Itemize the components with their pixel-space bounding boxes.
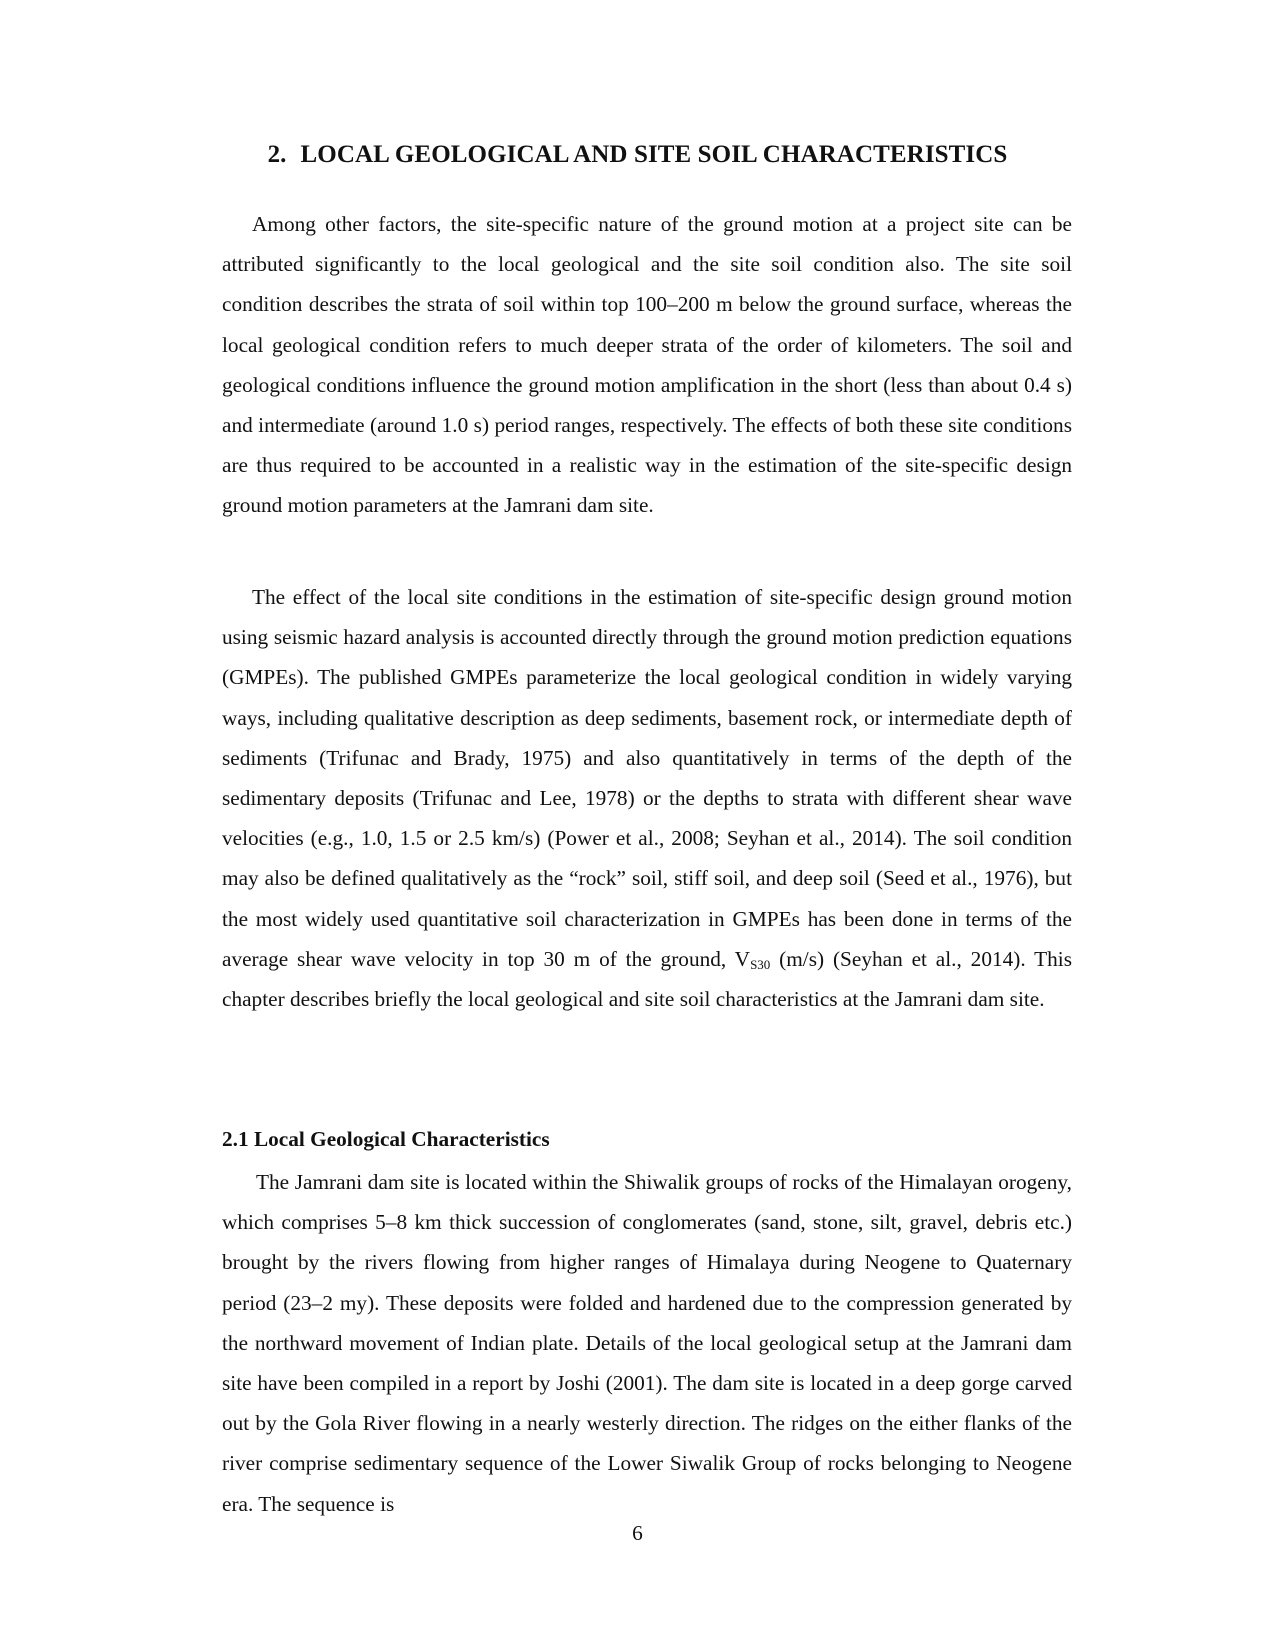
section-title: LOCAL GEOLOGICAL AND SITE SOIL CHARACTERISTICS [300, 141, 1008, 168]
intro-paragraph-block [222, 204, 1072, 526]
page-number: 6 [632, 1521, 643, 1545]
geology-paragraph-block [222, 1162, 1072, 1524]
section-heading [0, 138, 1275, 172]
paragraph-gmpe-text-start: The effect of the local site conditions in the estimation of site-specific design ground motion using seismic hazard analysis is accounted directly through the ground motion prediction equations (GMPEs). The published GMPEs parameterize the local geological condition in widely varying ways, including qualitative description as deep sediments, basement rock, or intermediate depth of sediments (Trifunac and Brady, 1975) and also quantitatively in terms of the depth of the sedimentary deposits (Trifunac and Lee, 1978) or the depths to strata with different shear wave velocities (e.g., 1.0, 1.5 or 2.5 km/s) (Power et al., 2008; Seyhan et al., 2014). The soil condition may also be defined qualitatively as the “rock” soil, stiff soil, and deep soil (Seed et al., 1976), but the most widely used quantitative soil characterization in GMPEs has been done in terms of the average shear wave velocity in top 30 m of the ground, V [222, 585, 1072, 971]
paragraph-geology: The Jamrani dam site is located within the Shiwalik groups of rocks of the Himalayan orogeny, which comprises 5–8 km thick succession of conglomerates (sand, stone, silt, gravel, debris etc.) brought by the rivers flowing from higher ranges of Himalaya during Neogene to Quaternary period (23–2 my). These deposits were folded and hardened due to the compression generated by the northward movement of Indian plate. Details of the local geological setup at the Jamrani dam site have been compiled in a report by Joshi (2001). The dam site is located in a deep gorge carved out by the Gola River flowing in a nearly westerly direction. The ridges on the either flanks of the river comprise sedimentary sequence of the Lower Siwalik Group of rocks belonging to Neogene era. The sequence is [222, 1170, 1072, 1516]
subsection-heading: 2.1 Local Geological Characteristics [222, 1127, 550, 1151]
paragraph-gmpe [222, 577, 1072, 1019]
section-number: 2. [267, 141, 287, 168]
vs30-subscript: S30 [750, 956, 771, 972]
paragraph-gmpe-text-end: (m/s) (Seyhan et al., 2014). This chapter describes briefly the local geological and site soil characteristics at the Jamrani dam site. [222, 946, 1073, 1012]
paragraph-site-conditions: Among other factors, the site-specific nature of the ground motion at a project site can be attributed significantly to the local geological and the site soil condition also. The site soil condition describes the strata of soil within top 100–200 m below the ground surface, whereas the local geological condition refers to much deeper strata of the order of kilometers. The soil and geological conditions influence the ground motion amplification in the short (less than about 0.4 s) and intermediate (around 1.0 s) period ranges, respectively. The effects of both these site conditions are thus required to be accounted in a realistic way in the estimation of the site-specific design ground motion parameters at the Jamrani dam site. [222, 212, 1072, 518]
gmpe-paragraph-block [222, 577, 1072, 1019]
